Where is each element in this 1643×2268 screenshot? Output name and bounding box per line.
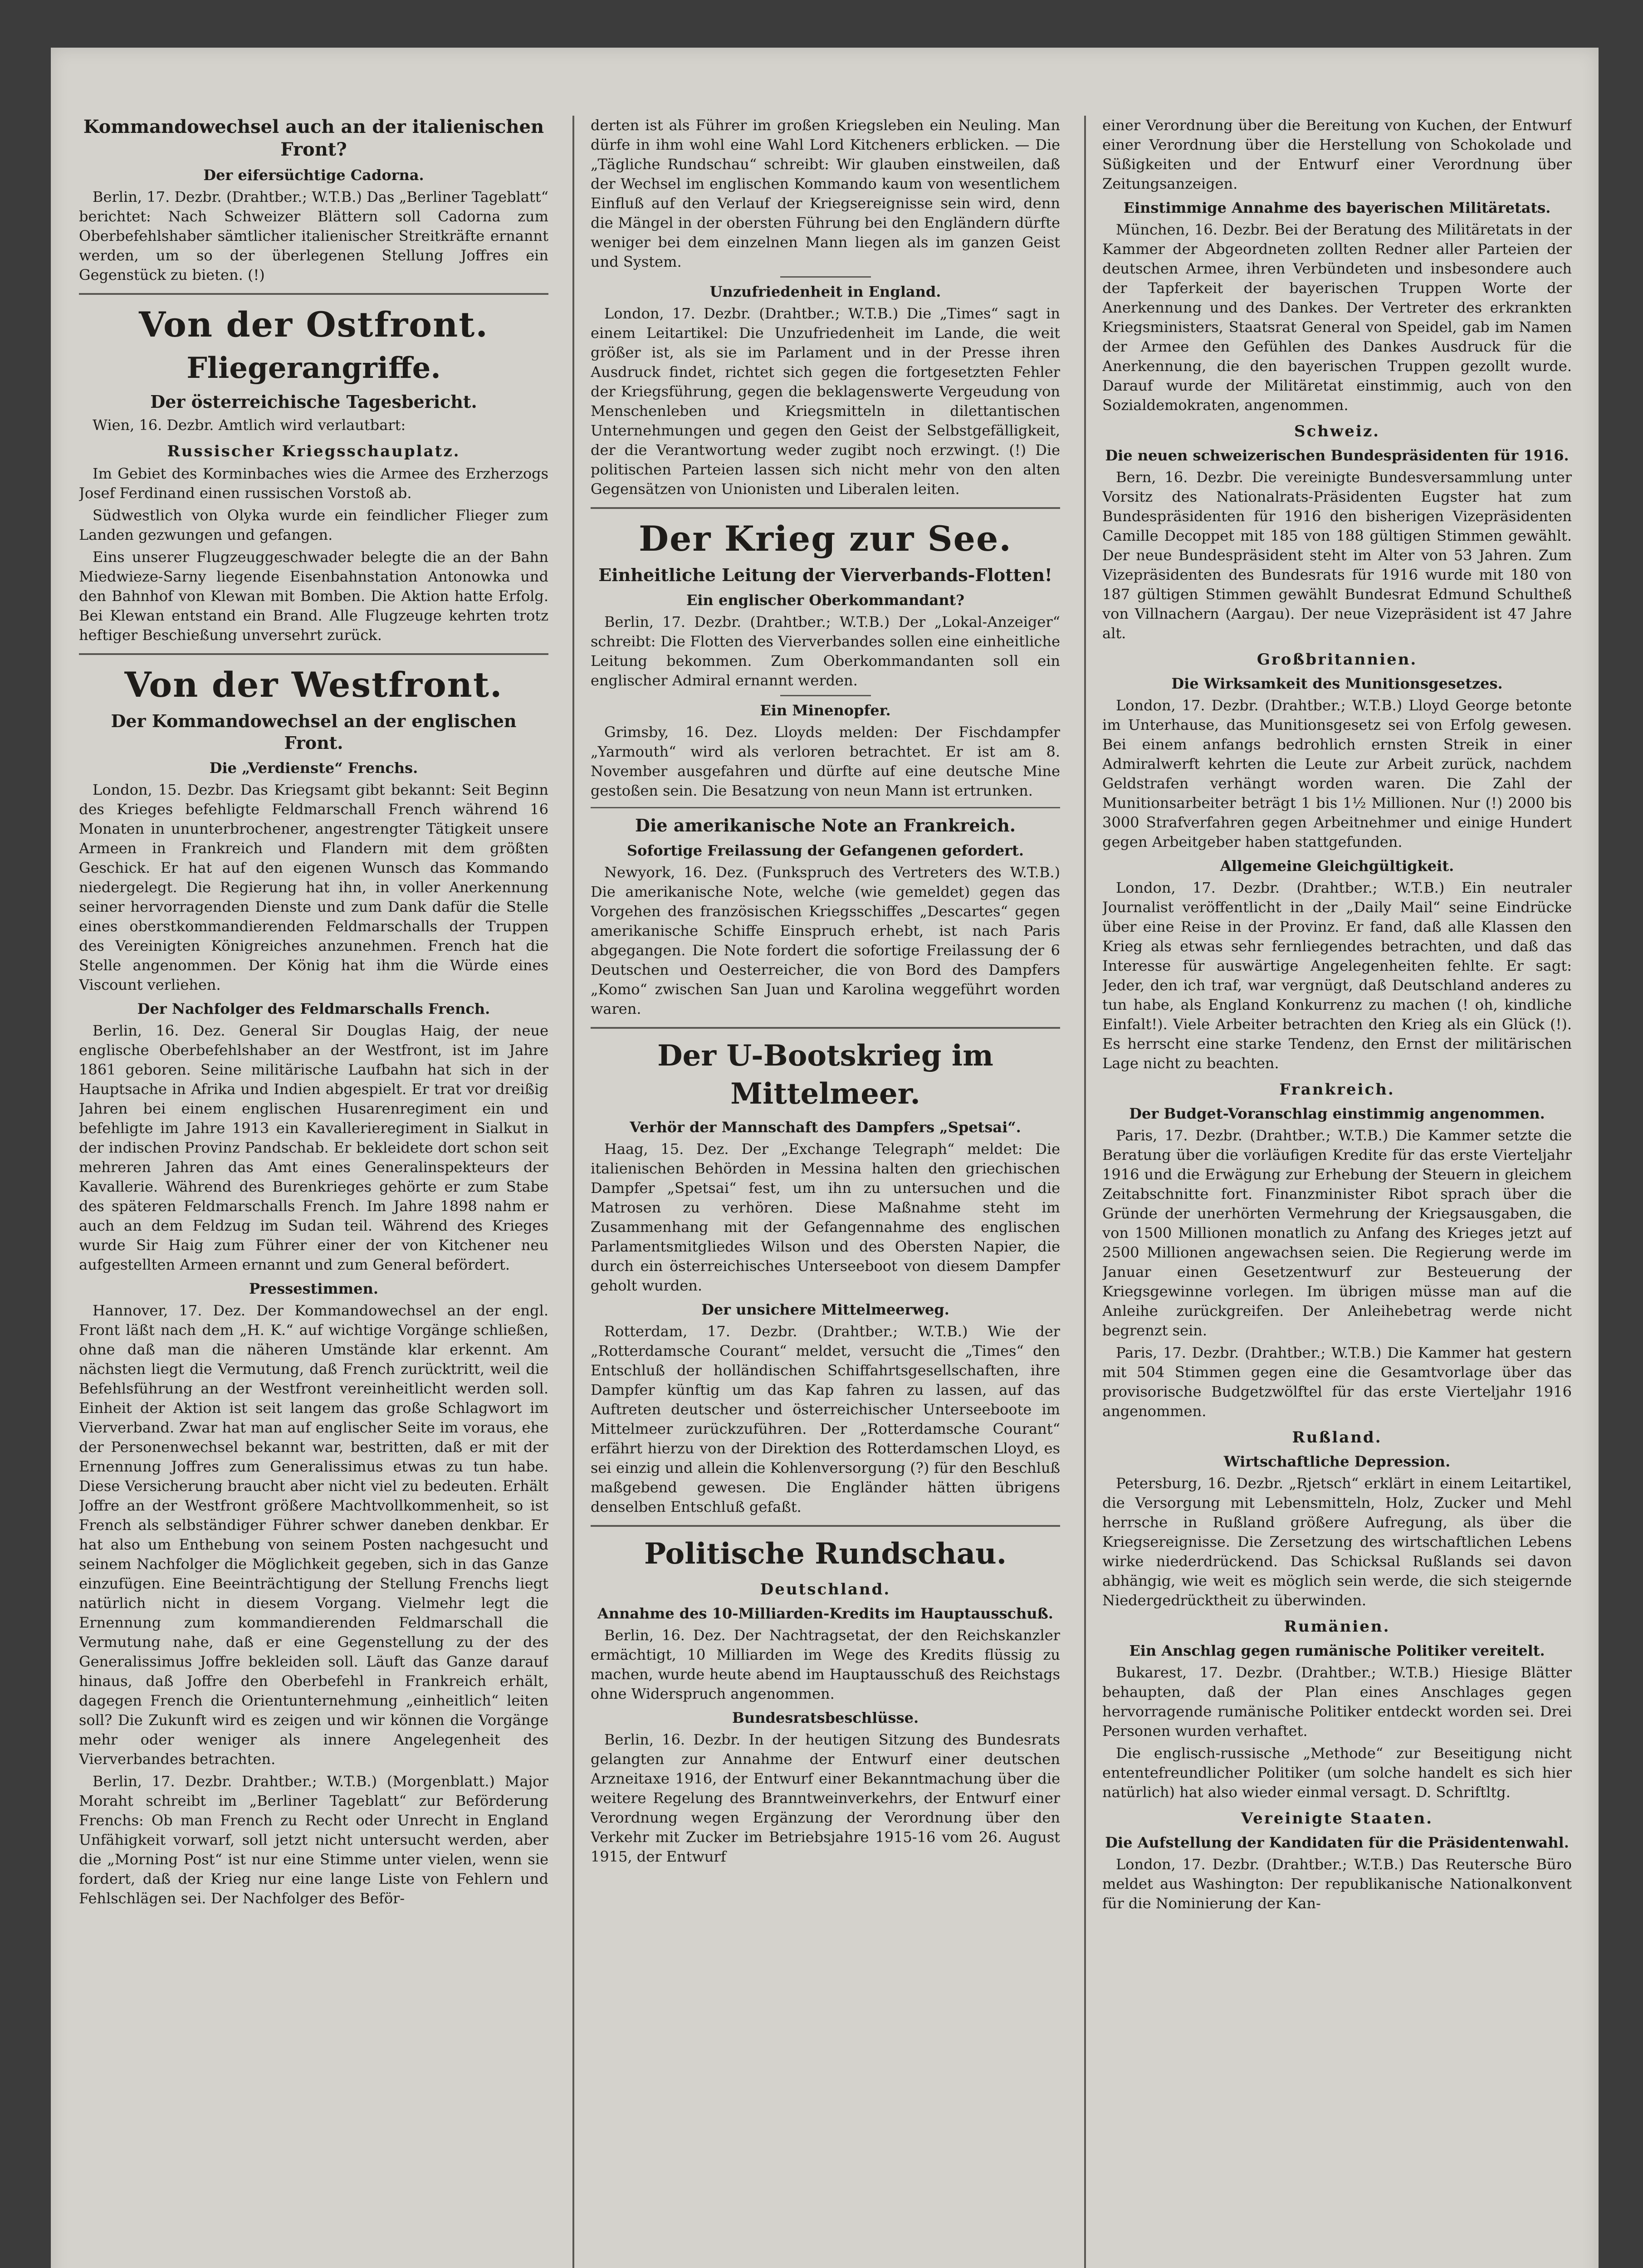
headline-amerikanische-note: Die amerikanische Note an Frankreich. — [635, 815, 1016, 836]
article-west-p3: Hannover, 17. Dez. Der Kommandowechsel an der engl. Front läßt nach dem „H. K.“ auf wichtige Vorgänge schließen, ohne daß man die näheren Umstände klar erkennt. Am nächsten liegt die Vermutung, daß French zurücktritt, weil die Befehlsführung an der Westfront vereinheitlicht werden soll. Einheit der Aktion ist seit langem das große Schlagwort im Vierverband. Zwar hat man auf englischer Seite im voraus, ehe der Personenwechsel bekannt war, bestritten, daß er mit der Ernennung Joffres zum Generalissimus etwas zu tun habe. Diese Versicherung braucht aber nicht viel zu bedeuten. Erhält Joffre an der Westfront größere Machtvollkommenheit, so ist French als selbständiger Führer schwer daneben denkbar. Er hat also um Enthebung von seinem Posten nachgesucht und seinem Nachfolger die Möglichkeit gegeben, sich in das Ganze einzufügen. Eine Beeinträchtigung der Stellung Frenchs liegt natürlich nicht in diesem Vorgang. Vielmehr legt die Ernennung zum kommandierenden Feldmarschall die Vermutung nahe, daß er eine Gegenstellung zu der des Generalissimus Joffre bekleiden soll. Läuft das Ganze darauf hinaus, daß Joffre den Oberbefehl in Frankreich erhält, dagegen French die Orientunternehmung „einheitlich“ leiten soll? Die Zukunft wird es zeigen und wir können die Vorgänge mehr oder weniger als innere Angelegenheit des Vierverbandes betrachten. — [79, 1302, 548, 1768]
subhead-tagesbericht: Der österreichische Tagesbericht. — [150, 391, 477, 412]
subhead-rumaenien: Rumänien. — [1284, 1618, 1390, 1636]
article-budget-p1: Paris, 17. Dezbr. (Drahtber.; W.T.B.) Die Kammer setzte die Beratung über die vorläufigen Kredite für das erste Vierteljahr 1916 und die Erwägung zur Erhebung der Steuern in gleichem Zeitabschnitte fort. Finanzminister Ribot sprach über die Gründe der unerhörten Vermehrung der Kriegsausgaben, die von 1500 Millionen monatlich zu Anfang des Krieges jetzt auf 2500 Millionen angewachsen seien. Die Regierung werde im Januar einen Gesetzentwurf zur Besteuerung der Kriegsgewinne vorlegen. Im übrigen müsse man auf die Anleihe zurückgreifen. Der Anleihebetrag werde nicht begrenzt sein. — [1102, 1127, 1572, 1339]
column-rule-1 — [572, 116, 574, 2268]
divider — [591, 1027, 1060, 1029]
headline-krieg-zur-see: Der Krieg zur See. — [639, 518, 1012, 559]
headline-westfront: Von der Westfront. — [124, 665, 503, 705]
divider — [79, 653, 548, 655]
subhead-anschlag: Ein Anschlag gegen rumänische Politiker vereitelt. — [1129, 1642, 1545, 1659]
article-anschlag-p2: Die englisch-russische „Methode“ zur Beseitigung nicht ententefreundlicher Politiker (um solche handelt es sich hier natürlich) hat also wieder einmal versagt. D. Schriftltg. — [1102, 1745, 1572, 1801]
subhead-bundesrat: Bundesratsbeschlüsse. — [732, 1709, 919, 1726]
column-3 — [1102, 116, 1572, 2268]
article-mittelmeerweg: Rotterdam, 17. Dezbr. (Drahtber.; W.T.B.) Wie der „Rotterdamsche Courant“ meldet, versucht die „Times“ den Entschluß der holländischen Schiffahrtsgesellschaften, ihre Dampfer künftig um das Kap fahren zu lassen, auf das Auftreten deutscher und österreichischer Unterseeboote im Mittelmeer zurückzuführen. Der „Rotterdamsche Courant“ erfährt hierzu von der Direktion des Rotterdamschen Lloyd, es sei einzig und allein die Kohlenversorgung (?) für den Beschluß maßgebend gewesen. Die Engländer hätten übrigens denselben Entschluß gefaßt. — [591, 1323, 1060, 1515]
subhead-munitionsgesetz: Die Wirksamkeit des Munitionsgesetzes. — [1171, 675, 1503, 692]
subhead-gleichgueltigkeit: Allgemeine Gleichgültigkeit. — [1220, 857, 1454, 875]
subhead-budget: Der Budget-Voranschlag einstimmig angenommen. — [1129, 1105, 1545, 1122]
article-flotten: Berlin, 17. Dezbr. (Drahtber.; W.T.B.) Der „Lokal-Anzeiger“ schreibt: Die Flotten des Vierverbandes sollen eine einheitliche Leitung bekommen. Zum Oberkommandanten soll ein englischer Admiral ernannt werden. — [591, 613, 1060, 689]
article-cadorna: Berlin, 17. Dezbr. (Drahtber.; W.T.B.) Das „Berliner Tageblatt“ berichtet: Nach Schweizer Blättern soll Cadorna zum Oberbefehlshaber sämtlicher italienischer Streitkräfte ernannt werden, um so der überlegenen Stellung Joffres ein Gegenstück zu bieten. (!) — [79, 188, 548, 284]
divider — [780, 276, 871, 278]
article-depression: Petersburg, 16. Dezbr. „Rjetsch“ erklärt in einem Leitartikel, die Versorgung mit Lebensmitteln, Holz, Zucker und Mehl herrsche in Rußland größere Aufregung, als über die Kriegsereignisse. Die Zersetzung des wirtschaftlichen Lebens wirke niederdrückend. Das Schicksal Rußlands sei davon abhängig, wie weit es möglich sein werde, die sich steigernde Niedergedrücktheit zu überwinden. — [1102, 1475, 1572, 1609]
subhead-schweiz: Schweiz. — [1294, 422, 1380, 440]
article-continued: derten ist als Führer im großen Kriegsleben ein Neuling. Man dürfe in ihm wohl eine Wahl Lord Kitcheners erblicken. — Die „Tägliche Rundschau“ schreibt: Wir glauben einstweilen, daß der Wechsel im englischen Kommando kaum von wesentlichem Einfluß auf den Verlauf der Kriegsereignisse sein wird, denn die Mängel in der obersten Führung bei den Engländern dürfte weniger bei dem einzelnen Mann liegen als im ganzen Geist und System. — [591, 117, 1060, 270]
article-west-p1: London, 15. Dezbr. Das Kriegsamt gibt bekannt: Seit Beginn des Krieges befehligte Feldmarschall French während 16 Monaten in ununterbrochener, angestrengter Tätigkeit unsere Armeen in Frankreich und Flandern mit dem größten Geschick. Er hat auf den eigenen Wunsch das Kommando niedergelegt. Die Regierung hat ihn, in voller Anerkennung seiner hervorragenden Dienste und zum Dank dafür die Stelle eines oberstkommandierenden Feldmarschalls der Truppen des Vereinigten Königreiches anzunehmen. French hat die Stelle angenommen. Der König hat ihm die Würde eines Viscount verliehen. — [79, 781, 548, 993]
article-continued: einer Verordnung über die Bereitung von Kuchen, der Entwurf einer Verordnung über die Herstellung von Schokolade und Süßigkeiten und der Entwurf einer Verordnung über Zeitungsanzeigen. — [1102, 117, 1572, 192]
subhead-oberkommandant: Ein englischer Oberkommandant? — [686, 591, 964, 609]
newspaper-page — [51, 48, 1599, 2268]
article-ost-p3: Im Gebiet des Korminbaches wies die Armee des Erzherzogs Josef Ferdinand einen russischen Vorstoß ab. — [79, 465, 548, 502]
column-1 — [79, 116, 548, 2268]
article-budget-p2: Paris, 17. Dezbr. (Drahtber.; W.T.B.) Die Kammer hat gestern mit 504 Stimmen gegen eine die Gesamtvorlage über das provisorische Budgetzwölftel für das erste Vierteljahr 1916 angenommen. — [1102, 1344, 1572, 1420]
divider — [591, 507, 1060, 509]
headline-ostfront: Von der Ostfront. — [139, 304, 489, 345]
subhead-spetsai: Verhör der Mannschaft des Dampfers „Spetsai“. — [630, 1119, 1021, 1136]
subhead-pressestimmen: Pressestimmen. — [249, 1280, 379, 1297]
subhead-grossbritannien: Großbritannien. — [1257, 650, 1418, 669]
divider — [591, 807, 1060, 808]
subhead-einheitliche-leitung: Einheitliche Leitung der Vierverbands-Flotten! — [598, 565, 1052, 585]
headline-u-bootskrieg: Der U-Bootskrieg im Mittelmeer. — [657, 1039, 993, 1111]
subhead-kommandowechsel: Der Kommandowechsel an der englischen Front. — [111, 711, 517, 753]
subhead-fliegerangriffe: Fliegerangriffe. — [186, 351, 441, 385]
divider — [780, 695, 871, 696]
article-ost-intro: Wien, 16. Dezbr. Amtlich wird verlautbart: — [93, 416, 406, 434]
subhead-bundespraesidenten: Die neuen schweizerischen Bundespräsidenten für 1916. — [1105, 447, 1569, 464]
subhead-milliarden-kredit: Annahme des 10-Milliarden-Kredits im Hauptausschuß. — [597, 1605, 1053, 1622]
column-2 — [591, 116, 1060, 2268]
subhead-verdienste: Die „Verdienste“ Frenchs. — [209, 759, 418, 777]
subhead-mittelmeerweg: Der unsichere Mittelmeerweg. — [701, 1301, 949, 1318]
subhead-frankreich: Frankreich. — [1279, 1080, 1395, 1099]
article-gleichgueltigkeit: London, 17. Dezbr. (Drahtber.; W.T.B.) Ein neutraler Journalist veröffentlicht in der „Daily Mail“ seine Eindrücke über eine Reise in der Provinz. Er fand, daß alle Klassen den Krieg als etwas sehr fernliegendes betrachten, und daß das Interesse für auswärtige Angelegenheiten fehlte. Er sagt: Jeder, den ich traf, war vergnügt, daß Deutschland anderes zu tun habe, als England Konkurrenz zu machen (! oh, kindliche Einfalt!). Viele Arbeiter betrachten den Krieg als ein Glück (!). Es herrscht eine starke Tendenz, den Ernst der militärischen Lage nicht zu beachten. — [1102, 879, 1572, 1072]
subhead-unzufriedenheit: Unzufriedenheit in England. — [709, 283, 941, 300]
subhead-russischer-kriegsschauplatz: Russischer Kriegsschauplatz. — [167, 442, 460, 460]
article-west-p2: Berlin, 16. Dez. General Sir Douglas Haig, der neue englische Oberbefehlshaber an der Westfront, ist im Jahre 1861 geboren. Seine militärische Laufbahn hat sich in der Hauptsache in Afrika und Indien abgespielt. Er trat vor dreißig Jahren bei einem englischen Husarenregiment ein und befehligte im Jahre 1913 ein Kavallerieregiment in Sialkut in der indischen Provinz Pandschab. Er bekleidete dort schon seit mehreren Jahren das Amt eines Generalinspekteurs der Kavallerie. Während des Burenkrieges gehörte er zum Stabe des späteren Feldmarschalls French. Im Jahre 1898 nahm er auch an dem Feldzug im Sudan teil. Während des Krieges wurde Sir Haig zum Führer einer der von Kitchener neu aufgestellten Armeen ernannt und zum General befördert. — [79, 1022, 548, 1273]
subhead-freilassung: Sofortige Freilassung der Gefangenen gefordert. — [627, 842, 1024, 859]
article-anschlag-p1: Bukarest, 17. Dezbr. (Drahtber.; W.T.B.) Hiesige Blätter behaupten, daß der Plan eines Anschlages gegen hervorragende rumänische Politiker entdeckt worden sei. Drei Personen wurden verhaftet. — [1102, 1664, 1572, 1740]
subhead-minenopfer: Ein Minenopfer. — [760, 702, 891, 719]
article-amerikanische-note: Newyork, 16. Dez. (Funkspruch des Vertreters des W.T.B.) Die amerikanische Note, welche (wie gemeldet) gegen das Vorgehen des französischen Kriegsschiffes „Descartes“ gegen amerikanische Schiffe Einspruch erhebt, ist nach Paris abgegangen. Die Note fordert die sofortige Freilassung der 6 Deutschen und Oesterreicher, die von Bord des Dampfers „Komo“ zwischen San Juan und Karolina weggeführt worden waren. — [591, 864, 1060, 1017]
subhead-russland: Rußland. — [1292, 1428, 1382, 1447]
article-unzufriedenheit: London, 17. Dezbr. (Drahtber.; W.T.B.) Die „Times“ sagt in einem Leitartikel: Die Unzufriedenheit im Lande, die weit größer ist, als sie im Parlament und in der Presse ihren Ausdruck findet, richtet sich gegen die fortgesetzten Fehler der Kriegsführung, gegen die beklagenswerte Vergeudung von Menschenleben und Kriegsmitteln in dilettantischen Unternehmungen und gegen den Geist der Selbstgefälligkeit, der die Verantwortung weder zugibt noch erzwingt. (!) Die politischen Parteien lassen sich nicht mehr von den alten Gegensätzen von Unionisten und Liberalen leiten. — [591, 305, 1060, 498]
article-bundesrat: Berlin, 16. Dezbr. In der heutigen Sitzung des Bundesrats gelangten zur Annahme der Entwurf einer deutschen Arzneitaxe 1916, der Entwurf einer Bekanntmachung über die weitere Regelung des Branntweinverkehrs, der Entwurf einer Verordnung wegen Ergänzung der Verordnung über den Verkehr mit Zucker im Betriebsjahre 1915-16 vom 26. August 1915, der Entwurf — [591, 1731, 1060, 1865]
subhead-bayerischer-militaeretat: Einstimmige Annahme des bayerischen Militäretats. — [1123, 199, 1551, 216]
article-ost-p4: Südwestlich von Olyka wurde ein feindlicher Flieger zum Landen gezwungen und gefangen. — [79, 507, 548, 543]
article-spetsai: Haag, 15. Dez. Der „Exchange Telegraph“ meldet: Die italienischen Behörden in Messina halten den griechischen Dampfer „Spetsai“ fest, um ihn zu untersuchen und die Matrosen zu verhören. Diese Maßnahme steht im Zusammenhang mit der Gefangennahme des englischen Parlamentsmitgliedes Wilson und des Obersten Napier, die durch ein österreichisches Unterseeboot von diesem Dampfer geholt wurden. — [591, 1140, 1060, 1294]
article-west-p4: Berlin, 17. Dezbr. Drahtber.; W.T.B.) (Morgenblatt.) Major Moraht schreibt im „Berliner Tageblatt“ zur Beförderung Frenchs: Ob man French zu Recht oder Unrecht in England Unfähigkeit vorwarf, soll jetzt nicht untersucht werden, aber die „Morning Post“ ist nur eine Stimme unter vielen, wenn sie fordert, daß der Krieg nur eine lange Liste von Fehlern und Fehlschlägen sei. Der Nachfolger des Beför- — [79, 1773, 548, 1907]
article-bundespraesidenten: Bern, 16. Dezbr. Die vereinigte Bundesversammlung unter Vorsitz des Nationalrats-Präsidenten Eugster hat zum Bundespräsidenten für 1916 den bisherigen Vizepräsidenten Camille Decoppet mit 185 von 188 gültigen Stimmen gewählt. Der neue Bundespräsident steht im Alter von 53 Jahren. Zum Vizepräsidenten des Bundesrats für 1916 wurde mit 180 von 187 gültigen Stimmen gewählt Bundesrat Edmund Schultheß von Villnachern (Aargau). Der neue Vizepräsident ist 47 Jahre alt. — [1102, 469, 1572, 642]
article-nachtragsetat: Berlin, 16. Dez. Der Nachtragsetat, der den Reichskanzler ermächtigt, 10 Milliarden im Wege des Kredits flüssig zu machen, wurde heute abend im Hauptausschuß des Reichstags ohne Widerspruch angenommen. — [591, 1627, 1060, 1702]
subhead-cadorna: Der eifersüchtige Cadorna. — [203, 166, 424, 184]
divider — [591, 1525, 1060, 1527]
column-rule-2 — [1084, 116, 1086, 2268]
subhead-nachfolger: Der Nachfolger des Feldmarschalls French. — [137, 1000, 490, 1017]
headline-italian-front: Kommandowechsel auch an der italienischen Front? — [83, 116, 544, 160]
subhead-vereinigte-staaten: Vereinigte Staaten. — [1241, 1809, 1433, 1828]
subhead-depression: Wirtschaftliche Depression. — [1223, 1453, 1451, 1470]
article-munitionsgesetz: London, 17. Dezbr. (Drahtber.; W.T.B.) Lloyd George betonte im Unterhause, das Munitionsgesetz sei von Erfolg gewesen. Bei einem anfangs bedrohlich ernsten Streik in einer Admiralwerft kehrten die Leute zur Arbeit zurück, nachdem Geldstrafen verhängt worden waren. Die Zahl der Munitionsarbeiter beträgt 1 bis 1½ Millionen. Nur (!) 2000 bis 3000 Strafverfahren gegen Arbeitnehmer und einige Hundert gegen Arbeitgeber haben stattgefunden. — [1102, 697, 1572, 850]
subhead-praesidentenwahl: Die Aufstellung der Kandidaten für die Präsidentenwahl. — [1105, 1834, 1569, 1851]
article-militaeretat: München, 16. Dezbr. Bei der Beratung des Militäretats in der Kammer der Abgeordneten zollten Redner aller Parteien der deutschen Armee, ihren Verbündeten und insbesondere auch der Tapferkeit der bayerischen Truppen Worte der Anerkennung und des Dankes. Der Vertreter des erkrankten Kriegsministers, Staatsrat General von Speidel, gab im Namen der Armee den Gefühlen des Dankes Ausdruck für die Anerkennung, die den bayerischen Truppen gezollt wurde. Darauf wurde der Militäretat einstimmig, auch von den Sozialdemokraten, angenommen. — [1102, 221, 1572, 414]
article-minenopfer: Grimsby, 16. Dez. Lloyds melden: Der Fischdampfer „Yarmouth“ wird als verloren betrachtet. Er ist am 8. November ausgefahren und dürfte auf eine deutsche Mine gestoßen sein. Die Besatzung von neun Mann ist ertrunken. — [591, 723, 1060, 799]
headline-politische-rundschau: Politische Rundschau. — [644, 1537, 1007, 1571]
article-ost-p5: Eins unserer Flugzeuggeschwader belegte die an der Bahn Miedwieze-Sarny liegende Eisenbahnstation Antonowka und den Bahnhof von Klewan mit Bomben. Die Aktion hatte Erfolg. Bei Klewan entstand ein Brand. Alle Flugzeuge kehrten trotz heftiger Beschießung unversehrt zurück. — [79, 548, 548, 644]
divider — [79, 293, 548, 295]
subhead-deutschland: Deutschland. — [760, 1580, 891, 1598]
article-praesidentenwahl: London, 17. Dezbr. (Drahtber.; W.T.B.) Das Reutersche Büro meldet aus Washington: Der republikanische Nationalkonvent für die Nominierung der Kan- — [1102, 1856, 1572, 1912]
